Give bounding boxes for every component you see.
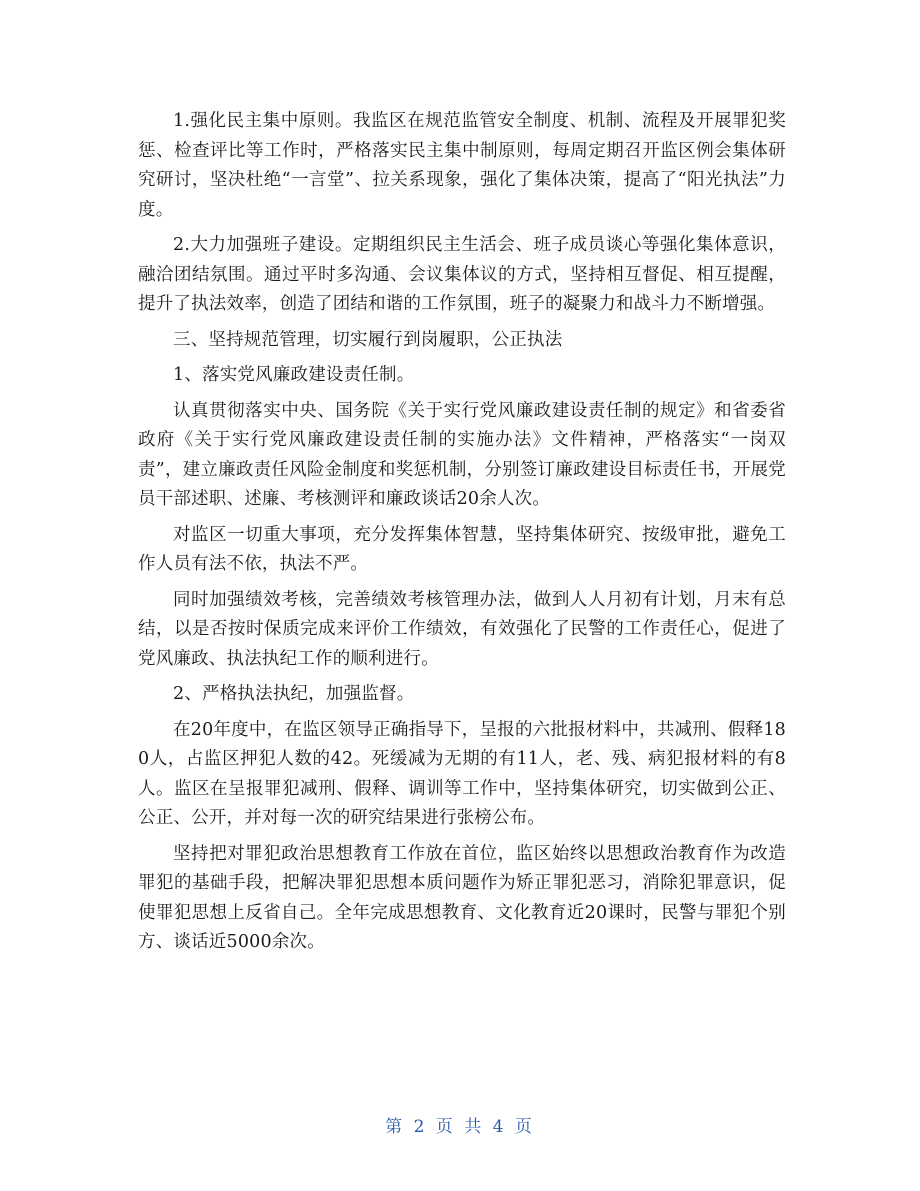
paragraph-team-building: 2.大力加强班子建设。定期组织民主生活会、班子成员谈心等强化集体意识，融洽团结氛围。通过平时多沟通、会议集体议的方式，坚持相互督促、相互提醒，提升了执法效率，创造了团结和谐的工作氛围，班子的凝聚力和战斗力不断增强。: [138, 235, 786, 314]
subheading-party-responsibility: 1、落实党风廉政建设责任制。: [173, 365, 415, 385]
body-text: [138, 107, 786, 964]
section-heading-standardized-management: 三、坚持规范管理，切实履行到岗履职，公正执法: [173, 329, 563, 350]
paragraph-political-education: 坚持把对罪犯政治思想教育工作放在首位，监区始终以思想政治教育作为改造罪犯的基础手段，把解决罪犯思想本质问题作为矫正罪犯恶习，消除犯罪意识，促使罪犯思想上反省自己。全年完成思想教育、文化教育近20课时，民警与罪犯个别方、谈话近5000余次。: [138, 843, 786, 952]
paragraph-implementation: 认真贯彻落实中央、国务院《关于实行党风廉政建设责任制的规定》和省委省政府《关于实行党风廉政建设责任制的实施办法》文件精神，严格落实“一岗双责”，建立廉政责任风险金制度和奖惩机制，分别签订廉政建设目标责任书，开展党员干部述职、述廉、考核测评和廉政谈话20余人次。: [138, 400, 786, 509]
paragraph-democratic-centralism: 1.强化民主集中原则。我监区在规范监管安全制度、机制、流程及开展罪犯奖惩、检查评比等工作时，严格落实民主集中制原则，每周定期召开监区例会集体研究研讨，坚决杜绝“一言堂”、拉关系现象，强化了集体决策，提高了“阳光执法”力度。: [138, 111, 786, 220]
paragraph-sentence-reduction: 在20年度中，在监区领导正确指导下，呈报的六批报材料中，共减刑、假释180人，占监区押犯人数的42。死缓减为无期的有11人，老、残、病犯报材料的有8人。监区在呈报罪犯减刑、假释、调训等工作中，坚持集体研究，切实做到公正、公正、公开，并对每一次的研究结果进行张榜公布。: [138, 719, 786, 828]
paragraph-major-matters: 对监区一切重大事项，充分发挥集体智慧，坚持集体研究、按级审批，避免工作人员有法不依，执法不严。: [138, 524, 786, 574]
page-number-footer: 第 2 页 共 4 页: [385, 1117, 535, 1137]
subheading-strict-enforcement: 2、严格执法执纪，加强监督。: [173, 684, 415, 704]
paragraph-performance-assessment: 同时加强绩效考核，完善绩效考核管理办法，做到人人月初有计划，月末有总结，以是否按时保质完成来评价工作绩效，有效强化了民警的工作责任心，促进了党风廉政、执法执纪工作的顺利进行。: [138, 589, 786, 669]
